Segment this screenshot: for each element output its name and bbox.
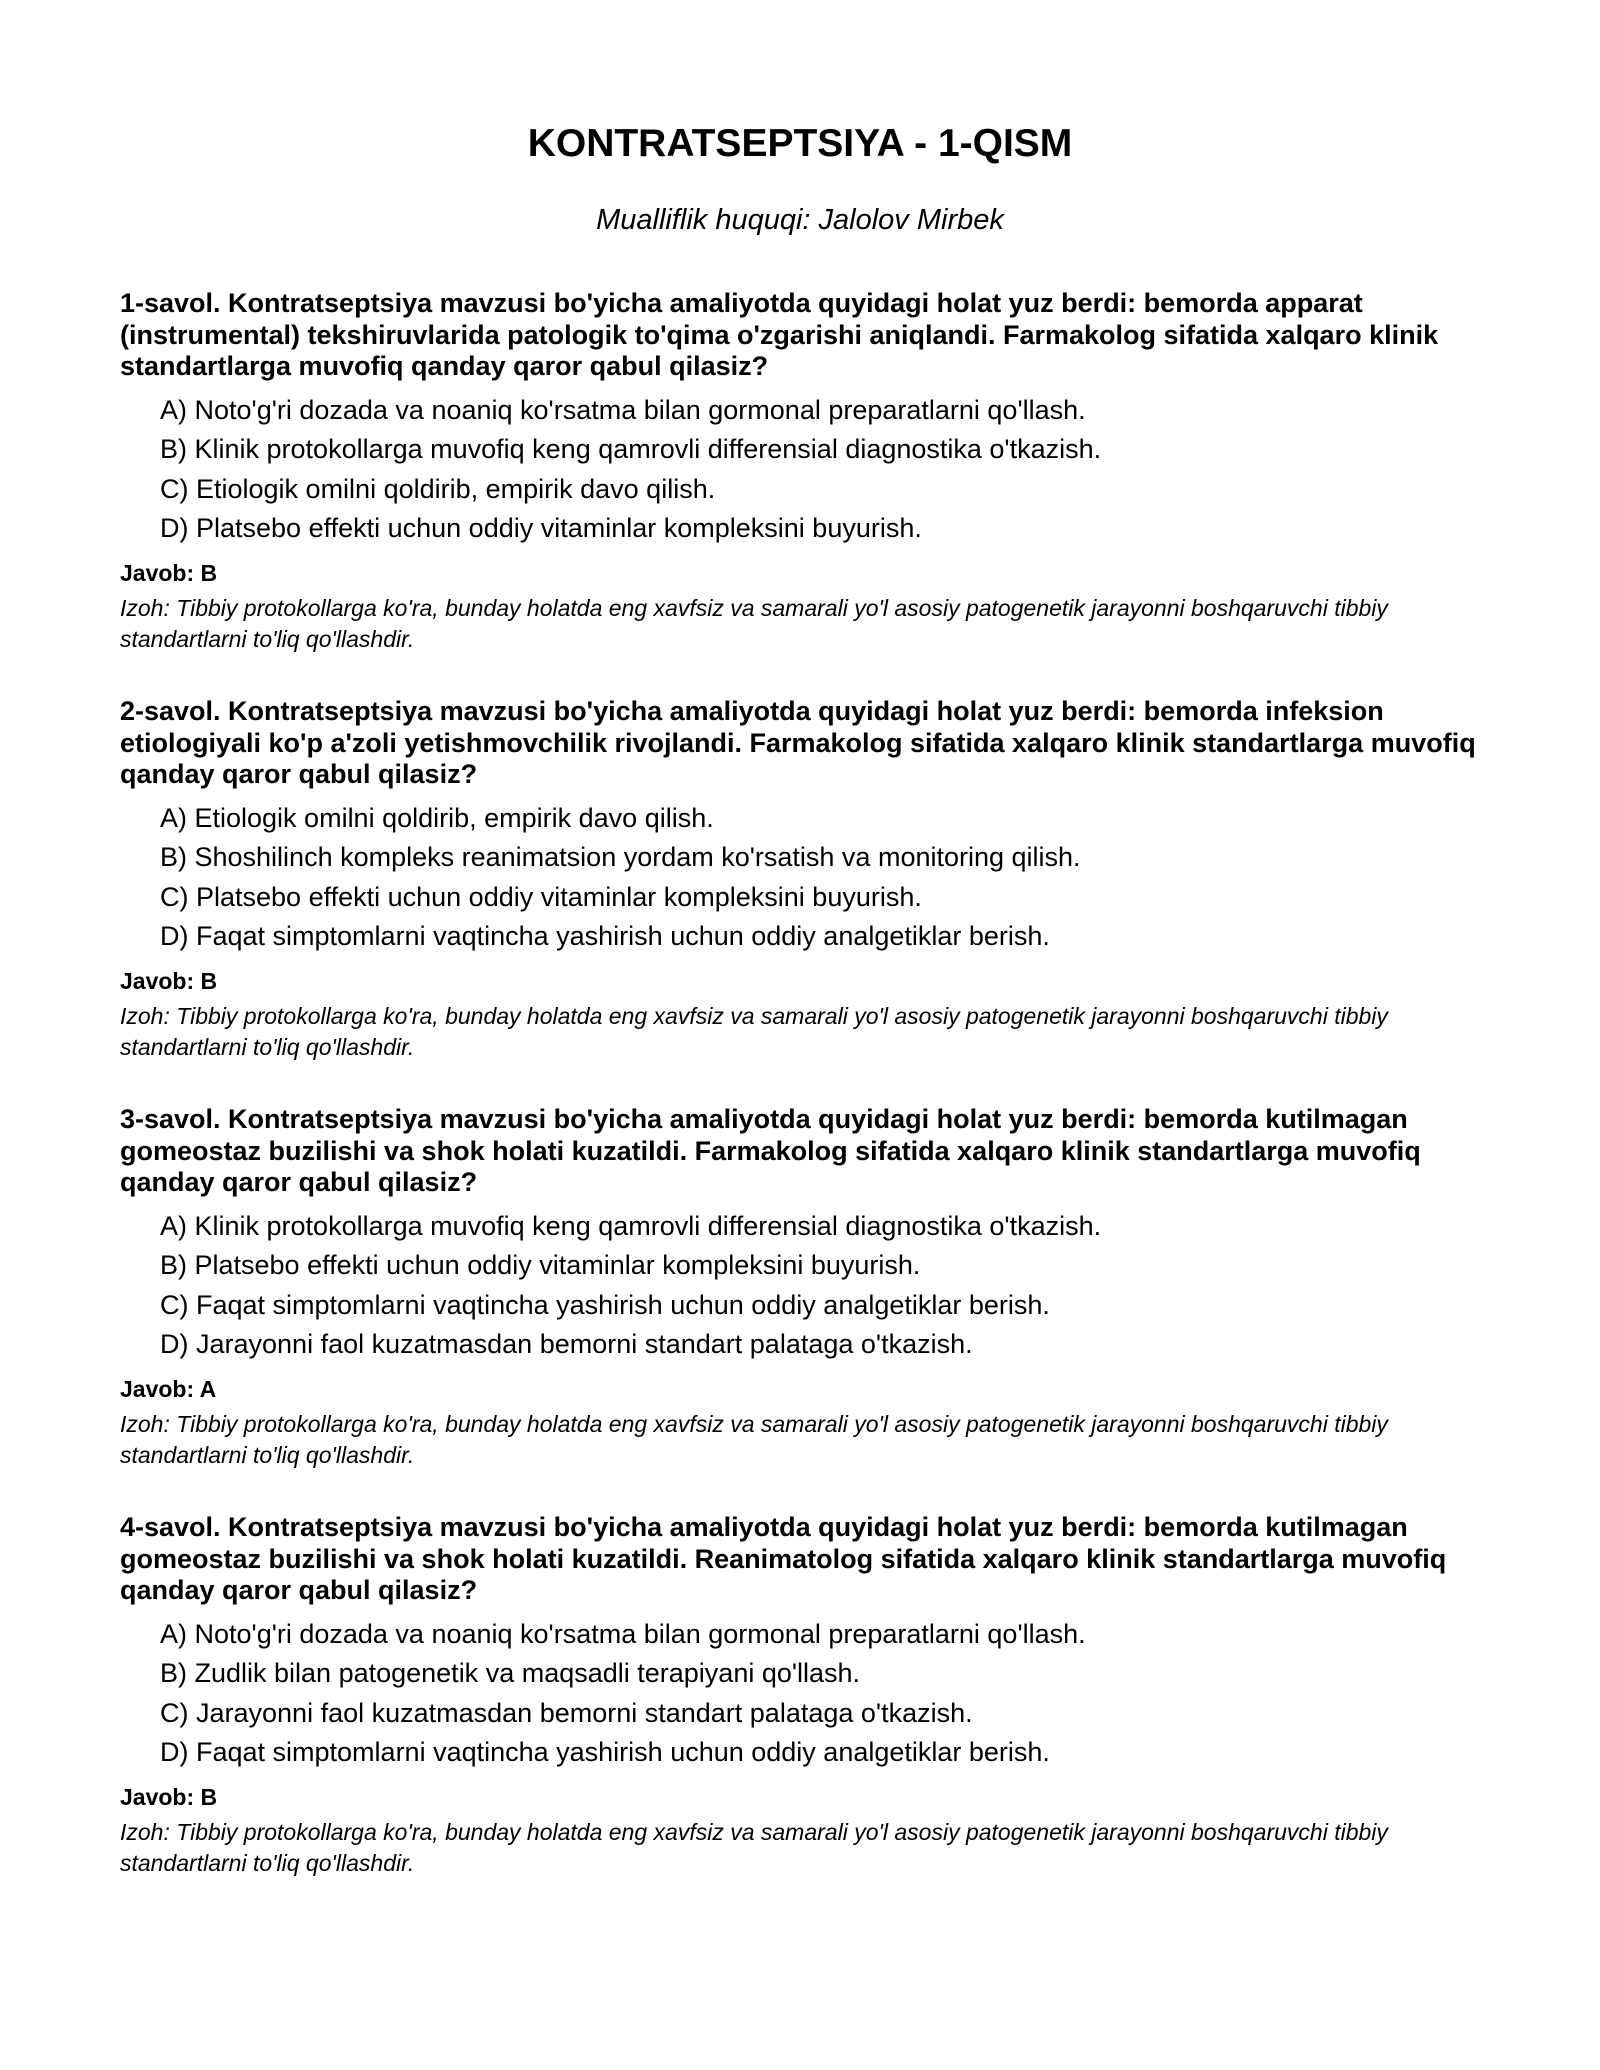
option-d: D) Faqat simptomlarni vaqtincha yashirish uchun oddiy analgetiklar berish. [160, 921, 1050, 951]
option-d: D) Jarayonni faol kuzatmasdan bemorni standart palataga o'tkazish. [160, 1329, 973, 1359]
answer-options [120, 799, 1490, 957]
answer-key: Javob: B [120, 967, 218, 994]
answer-key: Javob: B [120, 559, 218, 586]
option-b: B) Platsebo effekti uchun oddiy vitaminlar kompleksini buyurish. [160, 1250, 921, 1280]
option-a: A) Noto'g'ri dozada va noaniq ko'rsatma bilan gormonal preparatlarni qo'llash. [160, 1618, 1086, 1649]
question-block [120, 1104, 1490, 1512]
option-a: A) Noto'g'ri dozada va noaniq ko'rsatma bilan gormonal preparatlarni qo'llash. [160, 394, 1086, 425]
explanation-text: Izoh: Tibbiy protokollarga ko'ra, bunday holatda eng xavfsiz va samarali yo'l asosiy patogenetik jarayonni boshqaruvchi tibbiy standartlarni to'liq qo'llashdir. [120, 1818, 1388, 1876]
explanation-text: Izoh: Tibbiy protokollarga ko'ra, bunday holatda eng xavfsiz va samarali yo'l asosiy patogenetik jarayonni boshqaruvchi tibbiy standartlarni to'liq qo'llashdir. [120, 1410, 1388, 1468]
question-text: 3-savol. Kontratseptsiya mavzusi bo'yicha amaliyotda quyidagi holat yuz berdi: bemorda kutilmagan gomeostaz buzilishi va shok holati kuzatildi. Farmakolog sifatida xalqaro klinik standartlarga muvofiq qanday qaror qabul qilasiz? [120, 1104, 1421, 1197]
question-text: 4-savol. Kontratseptsiya mavzusi bo'yicha amaliyotda quyidagi holat yuz berdi: bemorda kutilmagan gomeostaz buzilishi va shok holati kuzatildi. Reanimatolog sifatida xalqaro klinik standartlarga muvofiq qanday qaror qabul qilasiz? [120, 1512, 1447, 1605]
question-block [120, 1512, 1490, 1920]
question-text: 2-savol. Kontratseptsiya mavzusi bo'yicha amaliyotda quyidagi holat yuz berdi: bemorda infeksion etiologiyali ko'p a'zoli yetishmovchilik rivojlandi. Farmakolog sifatida xalqaro klinik standartlarga muvofiq qanday qaror qabul qilasiz? [120, 696, 1476, 789]
question-list [120, 288, 1490, 1920]
option-d: D) Faqat simptomlarni vaqtincha yashirish uchun oddiy analgetiklar berish. [160, 1737, 1050, 1767]
answer-key: Javob: B [120, 1783, 218, 1810]
option-c: C) Jarayonni faol kuzatmasdan bemorni standart palataga o'tkazish. [160, 1697, 973, 1728]
option-c: C) Etiologik omilni qoldirib, empirik davo qilish. [160, 473, 716, 504]
answer-options [120, 391, 1490, 549]
question-block [120, 696, 1490, 1104]
copyright-line: Mualliflik huquqi: Jalolov Mirbek [596, 204, 1004, 236]
explanation-text: Izoh: Tibbiy protokollarga ko'ra, bunday holatda eng xavfsiz va samarali yo'l asosiy patogenetik jarayonni boshqaruvchi tibbiy standartlarni to'liq qo'llashdir. [120, 1002, 1388, 1060]
option-b: B) Shoshilinch kompleks reanimatsion yordam ko'rsatish va monitoring qilish. [160, 842, 1081, 872]
answer-options [120, 1207, 1490, 1365]
option-a: A) Etiologik omilni qoldirib, empirik davo qilish. [160, 802, 714, 833]
option-c: C) Platsebo effekti uchun oddiy vitaminlar kompleksini buyurish. [160, 881, 922, 912]
answer-options [120, 1615, 1490, 1773]
option-a: A) Klinik protokollarga muvofiq keng qamrovli differensial diagnostika o'tkazish. [160, 1210, 1102, 1241]
question-text: 1-savol. Kontratseptsiya mavzusi bo'yicha amaliyotda quyidagi holat yuz berdi: bemorda apparat (instrumental) tekshiruvlarida patologik to'qima o'zgarishi aniqlandi. Farmakolog sifatida xalqaro klinik standartlarga muvofiq qanday qaror qabul qilasiz? [120, 288, 1439, 381]
option-d: D) Platsebo effekti uchun oddiy vitaminlar kompleksini buyurish. [160, 513, 922, 543]
question-block [120, 288, 1490, 696]
option-b: B) Klinik protokollarga muvofiq keng qamrovli differensial diagnostika o'tkazish. [160, 434, 1102, 464]
option-b: B) Zudlik bilan patogenetik va maqsadli terapiyani qo'llash. [160, 1658, 861, 1688]
answer-key: Javob: A [120, 1375, 217, 1402]
explanation-text: Izoh: Tibbiy protokollarga ko'ra, bunday holatda eng xavfsiz va samarali yo'l asosiy patogenetik jarayonni boshqaruvchi tibbiy standartlarni to'liq qo'llashdir. [120, 594, 1388, 652]
option-c: C) Faqat simptomlarni vaqtincha yashirish uchun oddiy analgetiklar berish. [160, 1289, 1050, 1320]
document-title: KONTRATSEPTSIYA - 1-QISM [527, 122, 1073, 165]
